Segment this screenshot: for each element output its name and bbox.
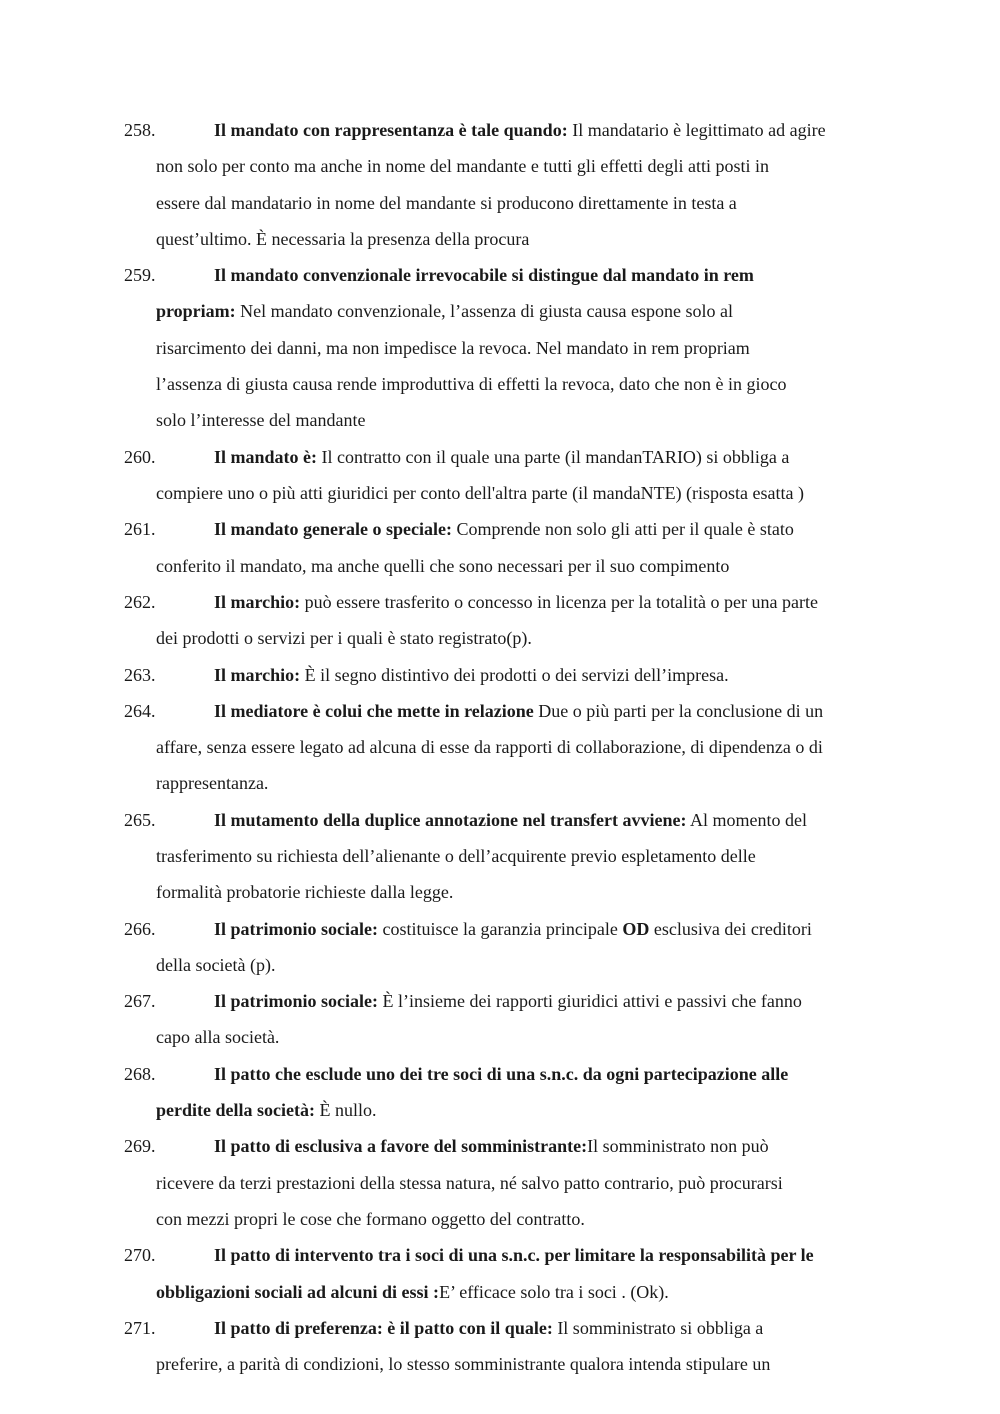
- item-heading: Il mandato è:: [214, 446, 317, 467]
- item-number: 260.: [124, 446, 156, 467]
- item-heading: obbligazioni sociali ad alcuni di essi :: [156, 1281, 440, 1302]
- item-number: 268.: [124, 1063, 156, 1084]
- item-heading: Il mandato generale o speciale:: [214, 519, 452, 540]
- item-body: E’ efficace solo tra i soci . (Ok).: [439, 1281, 669, 1302]
- item-body: solo l’interesse del mandante: [156, 410, 366, 431]
- item-text-line: [124, 983, 894, 1019]
- list-item: [124, 802, 894, 911]
- item-number: 264.: [124, 700, 156, 721]
- item-body: può essere trasferito o concesso in licenza per la totalità o per una parte: [300, 591, 818, 612]
- item-text-line: [124, 1237, 894, 1273]
- item-text-line: [124, 657, 894, 693]
- item-body: compiere uno o più atti giuridici per conto dell'altra parte (il mandaNTE) (risposta esatta ): [156, 482, 805, 503]
- item-text-line: [124, 548, 894, 584]
- list-item: [124, 257, 894, 438]
- item-body: con mezzi propri le cose che formano oggetto del contratto.: [156, 1208, 585, 1229]
- item-body: ricevere da terzi prestazioni della stessa natura, né salvo patto contrario, può procurarsi: [156, 1172, 783, 1193]
- item-text-line: [124, 1165, 894, 1201]
- item-text-line: [124, 221, 894, 257]
- list-item: [124, 1237, 894, 1310]
- item-body: della società (p).: [156, 954, 276, 975]
- list-item: [124, 511, 894, 584]
- item-heading: propriam:: [156, 301, 236, 322]
- item-body: esclusiva dei creditori: [649, 918, 812, 939]
- item-text-line: [124, 402, 894, 438]
- list-item: [124, 693, 894, 802]
- item-text-line: [124, 838, 894, 874]
- item-heading: Il patrimonio sociale:: [214, 918, 378, 939]
- item-body: formalità probatorie richieste dalla legge.: [156, 882, 454, 903]
- item-number: 269.: [124, 1136, 156, 1157]
- item-body: trasferimento su richiesta dell’alienante o dell’acquirente previo espletamento delle: [156, 845, 756, 866]
- item-text-line: [124, 874, 894, 910]
- item-body: Al momento del: [686, 809, 807, 830]
- list-item: [124, 584, 894, 657]
- item-body: costituisce la garanzia principale: [378, 918, 623, 939]
- item-heading: Il patto di preferenza: è il patto con il quale:: [214, 1317, 553, 1338]
- item-body: essere dal mandatario in nome del mandante si producono direttamente in testa a: [156, 192, 737, 213]
- item-body: risarcimento dei danni, ma non impedisce la revoca. Nel mandato in rem propriam: [156, 337, 750, 358]
- item-body: Il contratto con il quale una parte (il mandanTARIO) si obbliga a: [317, 446, 790, 467]
- item-text-line: [124, 1201, 894, 1237]
- item-text-line: [124, 439, 894, 475]
- list-item: [124, 1310, 894, 1383]
- item-number: 262.: [124, 591, 156, 612]
- item-heading: Il patto di intervento tra i soci di una s.n.c. per limitare la responsabilità per le: [214, 1245, 814, 1266]
- list-item: [124, 1056, 894, 1129]
- item-number: 266.: [124, 918, 156, 939]
- list-item: [124, 112, 894, 257]
- item-body: Il somministrato non può: [587, 1136, 769, 1157]
- item-number: 263.: [124, 664, 156, 685]
- item-text-line: [124, 330, 894, 366]
- item-body: Comprende non solo gli atti per il quale è stato: [451, 519, 794, 540]
- item-text-line: [124, 1056, 894, 1092]
- item-heading: Il patto che esclude uno dei tre soci di una s.n.c. da ogni partecipazione alle: [214, 1063, 789, 1084]
- item-text-line: [124, 1346, 894, 1382]
- item-text-line: [124, 1092, 894, 1128]
- item-body: dei prodotti o servizi per i quali è stato registrato(p).: [156, 628, 532, 649]
- item-text-line: [124, 765, 894, 801]
- item-body: È l’insieme dei rapporti giuridici attivi e passivi che fanno: [378, 991, 802, 1012]
- item-text-line: [124, 729, 894, 765]
- item-text-line: [124, 1310, 894, 1346]
- item-body: quest’ultimo. È necessaria la presenza della procura: [156, 228, 530, 249]
- item-text-line: [124, 584, 894, 620]
- item-number: 261.: [124, 519, 156, 540]
- item-heading: Il patto di esclusiva a favore del somministrante:: [214, 1136, 588, 1157]
- item-text-line: [124, 257, 894, 293]
- item-body: conferito il mandato, ma anche quelli che sono necessari per il suo compimento: [156, 555, 730, 576]
- item-text-line: [124, 1128, 894, 1164]
- list-item: [124, 1128, 894, 1237]
- item-text-line: [124, 1274, 894, 1310]
- list-item: [124, 439, 894, 512]
- item-text-line: [124, 293, 894, 329]
- item-heading: Il marchio:: [214, 664, 301, 685]
- item-body: È nullo.: [314, 1100, 377, 1121]
- item-body: È il segno distintivo dei prodotti o dei servizi dell’impresa.: [300, 664, 729, 685]
- item-number: 267.: [124, 991, 156, 1012]
- item-heading: perdite della società:: [156, 1100, 315, 1121]
- item-number: 271.: [124, 1317, 156, 1338]
- item-text-line: [124, 185, 894, 221]
- item-body: Il mandatario è legittimato ad agire: [567, 120, 826, 140]
- item-heading: Il mutamento della duplice annotazione nel transfert avviene:: [214, 809, 687, 830]
- item-heading: Il patrimonio sociale:: [214, 991, 378, 1012]
- item-text-line: [124, 366, 894, 402]
- item-body: l’assenza di giusta causa rende improduttiva di effetti la revoca, dato che non è in gioco: [156, 374, 787, 395]
- item-body: capo alla società.: [156, 1027, 280, 1048]
- item-text-line: [124, 475, 894, 511]
- item-body: rappresentanza.: [156, 773, 269, 794]
- item-text-line: [124, 511, 894, 547]
- item-body: non solo per conto ma anche in nome del mandante e tutti gli effetti degli atti posti in: [156, 156, 770, 177]
- list-item: [124, 983, 894, 1056]
- item-text-line: [124, 112, 894, 148]
- list-item: [124, 911, 894, 984]
- item-text-line: [124, 148, 894, 184]
- item-heading: Il mediatore è colui che mette in relazione: [214, 700, 534, 721]
- item-heading: Il mandato convenzionale irrevocabile si distingue dal mandato in rem: [214, 265, 754, 286]
- item-text-line: [124, 911, 894, 947]
- item-heading: Il mandato con rappresentanza è tale quando:: [214, 120, 568, 140]
- item-body: Nel mandato convenzionale, l’assenza di giusta causa espone solo al: [235, 301, 734, 322]
- item-heading: Il marchio:: [214, 591, 301, 612]
- item-body: Due o più parti per la conclusione di un: [533, 700, 824, 721]
- item-body: Il somministrato si obbliga a: [552, 1317, 764, 1338]
- item-heading: OD: [622, 918, 650, 939]
- item-body: preferire, a parità di condizioni, lo stesso somministrante qualora intenda stipulare un: [156, 1354, 771, 1375]
- item-number: 258.: [124, 120, 156, 140]
- item-number: 259.: [124, 265, 156, 286]
- item-number: 265.: [124, 809, 156, 830]
- item-text-line: [124, 1019, 894, 1055]
- item-number: 270.: [124, 1245, 156, 1266]
- item-body: affare, senza essere legato ad alcuna di esse da rapporti di collaborazione, di dipendenza o di: [156, 737, 823, 758]
- list-item: [124, 657, 894, 693]
- item-text-line: [124, 620, 894, 656]
- item-text-line: [124, 947, 894, 983]
- item-text-line: [124, 693, 894, 729]
- item-text-line: [124, 802, 894, 838]
